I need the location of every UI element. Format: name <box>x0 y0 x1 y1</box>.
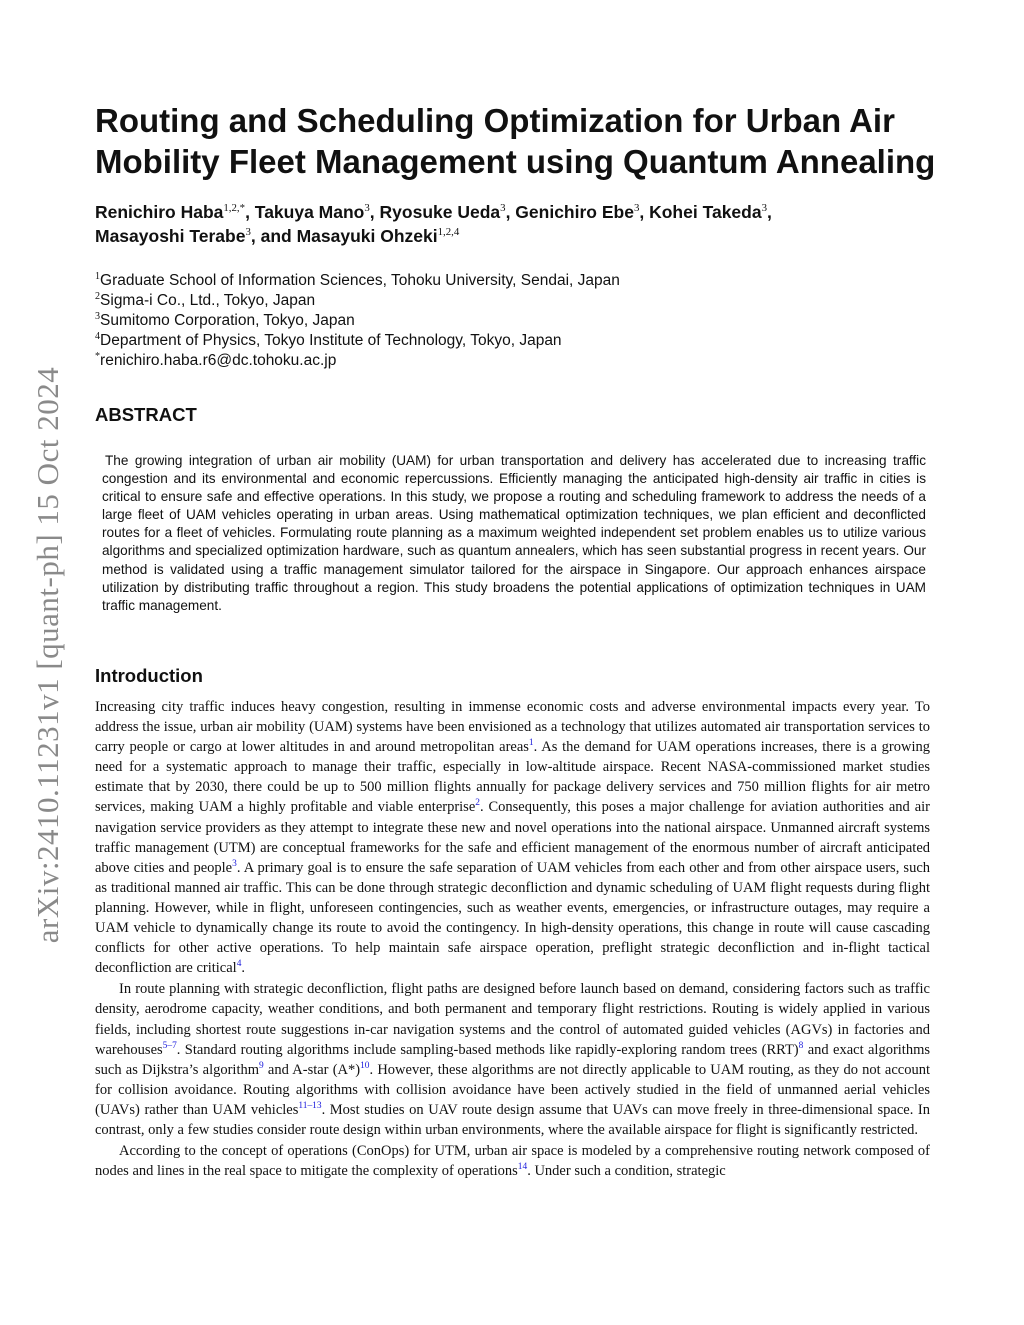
author-list <box>95 200 955 248</box>
paragraph-text: . However, these algorithms are not directly applicable to UAM routing, as they do not account for collision avoidance. Routing algorithms with collision avoidance have been actively studied in the field of unmanned aerial vehicles (UAVs) rather than UAM vehicles <box>95 1061 930 1118</box>
paragraph-text: . Under such a condition, strategic <box>527 1163 726 1180</box>
paragraph-text: In route planning with strategic deconfliction, flight paths are designed before launch based on demand, considering factors such as traffic density, aerodrome capacity, weather conditions, and both permanent and temporary flight restrictions. Routing is widely applied in various fields, including shortest route suggestions in-car navigation systems and the control of automated guided vehicles (AGVs) in factories and warehouses <box>95 981 930 1058</box>
paragraph-text: and exact algorithms such as Dijkstra’s algorithm <box>95 1041 931 1078</box>
paragraph-text: . As the demand for UAM operations increases, there is a growing need for a systematic approach to manage their traffic, especially in low-altitude airspace. Recent NASA-commissioned market studies estimate that by 2030, there could be up to 500 million flights annually for package delivery services and 750 million flights for air metro services, making UAM a highly profitable and viable enterprise <box>95 739 931 816</box>
affiliation-mark: 3 <box>95 310 101 322</box>
author-name: Kohei Takeda <box>649 202 762 222</box>
affiliation-text: Department of Physics, Tokyo Institute of Technology, Tokyo, Japan <box>100 332 562 349</box>
affiliation-list <box>95 271 955 371</box>
citation-link[interactable]: 14 <box>517 1162 528 1173</box>
paper-title: Routing and Scheduling Optimization for Urban Air Mobility Fleet Management using Quantum Annealing <box>95 102 936 180</box>
author-separator: , and <box>250 226 297 246</box>
author-name: Masayoshi Terabe <box>95 226 246 246</box>
affiliation-mark: 1 <box>95 270 101 282</box>
author-affiliation-mark: 1,2,4 <box>437 226 460 239</box>
body-paragraph <box>95 979 930 1140</box>
affiliation-mark: * <box>95 350 101 362</box>
abstract-text: The growing integration of urban air mobility (UAM) for urban transportation and delivery has accelerated due to increasing traffic congestion and its environmental and economic repercussions. Efficiently managing the anticipated high-density air traffic in cities is critical to ensure safe and effective operations. In this study, we propose a routing and scheduling framework to address the needs of a large fleet of UAM vehicles operating in urban areas. Using mathematical optimization techniques, we plan efficient and deconflicted routes for a fleet of vehicles. Formulating route planning as a maximum weighted independent set problem enables us to utilize various algorithms and specialized optimization hardware, such as quantum annealers, which has seen substantial progress in recent years. Our method is validated using a traffic management simulator tailored for the airspace in Singapore. Our approach enhances airspace utilization by distributing traffic throughout a region. This study broadens the potential applications of optimization techniques in UAM traffic management. <box>102 453 926 613</box>
author-separator: , <box>767 202 772 222</box>
introduction-heading: Introduction <box>95 665 203 686</box>
author-separator: , <box>369 202 380 222</box>
paragraph-text: . Most studies on UAV route design assume that UAVs can move freely in three-dimensional space. In contrast, only a few studies consider route design within urban environments, where the available airspace for flight is significantly restricted. <box>95 1101 931 1138</box>
affiliation-item <box>95 311 955 331</box>
body-paragraph <box>95 1141 930 1181</box>
citation-link[interactable]: 8 <box>798 1040 804 1051</box>
author-affiliation-mark: 3 <box>245 226 251 239</box>
author-affiliation-mark: 3 <box>633 202 640 215</box>
author-separator: , <box>505 202 516 222</box>
citation-link[interactable]: 9 <box>259 1060 264 1071</box>
author-name: Genichiro Ebe <box>515 202 634 222</box>
author-affiliation-mark: 3 <box>364 202 370 215</box>
affiliation-item <box>95 351 955 371</box>
affiliation-mark: 4 <box>95 330 101 342</box>
citation-link[interactable]: 11–13 <box>298 1101 322 1112</box>
citation-link[interactable]: 1 <box>528 738 534 749</box>
paragraph-text: . Consequently, this poses a major challenge for aviation authorities and air navigation service providers as they attempt to integrate these new and novel operations into the national airspace. Unmanned aircraft systems traffic management (UTM) are conceptual frameworks for the safe and efficient management of the enormous number of aircraft anticipated above cities and people <box>95 799 930 876</box>
author-name: Ryosuke Ueda <box>379 202 501 222</box>
author-separator: , <box>639 202 650 222</box>
affiliation-text: Sumitomo Corporation, Tokyo, Japan <box>100 312 355 329</box>
arxiv-identifier-stamp <box>28 345 68 965</box>
paragraph-text: Increasing city traffic induces heavy congestion, resulting in immense economic costs and adverse environmental impacts every year. To address the issue, urban air mobility (UAM) systems have been envisioned as a technology that utilizes automated air transportation services to carry people or cargo at lower altitudes in and around metropolitan areas <box>95 699 930 756</box>
citation-link[interactable]: 10 <box>360 1060 370 1071</box>
citation-link[interactable]: 5–7 <box>162 1040 177 1051</box>
author-affiliation-mark: 1,2,* <box>223 202 246 215</box>
paragraph-text: . Standard routing algorithms include sampling-based methods like rapidly-exploring random trees (RRT) <box>176 1041 799 1058</box>
citation-link[interactable]: 4 <box>236 959 242 970</box>
author-name: Masayuki Ohzeki <box>296 226 438 246</box>
paragraph-text: . <box>241 960 246 977</box>
paragraph-text: and A-star (A*) <box>263 1061 361 1078</box>
author-name: Renichiro Haba <box>95 202 224 222</box>
author-affiliation-mark: 3 <box>500 202 506 215</box>
affiliation-text: Graduate School of Information Sciences, Tohoku University, Sendai, Japan <box>100 272 620 289</box>
author-affiliation-mark: 3 <box>761 202 768 215</box>
body-paragraph <box>95 697 930 978</box>
introduction-body <box>95 697 930 1181</box>
affiliation-mark: 2 <box>95 290 101 302</box>
author-separator: , <box>245 202 255 222</box>
citation-link[interactable]: 2 <box>475 798 480 809</box>
citation-link[interactable]: 3 <box>232 858 237 869</box>
affiliation-text: Sigma-i Co., Ltd., Tokyo, Japan <box>100 292 316 309</box>
paragraph-text: According to the concept of operations (ConOps) for UTM, urban air space is modeled by a comprehensive routing network composed of nodes and lines in the real space to mitigate the complexity of operations <box>95 1143 930 1180</box>
affiliation-item <box>95 331 955 351</box>
arxiv-identifier-text: arXiv:2410.11231v1 [quant-ph] 15 Oct 2024 <box>30 366 65 944</box>
affiliation-item <box>95 271 955 291</box>
affiliation-item <box>95 291 955 311</box>
affiliation-text: renichiro.haba.r6@dc.tohoku.ac.jp <box>100 352 337 369</box>
paragraph-text: . A primary goal is to ensure the safe separation of UAM vehicles from each other and from other airspace users, such as traditional manned air traffic. This can be done through strategic deconfliction and dynamic scheduling of UAM flight requests during flight planning. However, while in flight, unforeseen contingencies, such as weather events, emergencies, or infrastructure outages, may require a UAM vehicle to dynamically change its route to avoid the contingency. In high-density operations, this change in route will cause cascading conflicts for other active operations. To help maintain safe airspace operation, preflight strategic deconfliction and in-flight tactical deconfliction are critical <box>95 859 931 977</box>
author-name: Takuya Mano <box>254 202 365 222</box>
abstract-heading: ABSTRACT <box>95 404 197 425</box>
